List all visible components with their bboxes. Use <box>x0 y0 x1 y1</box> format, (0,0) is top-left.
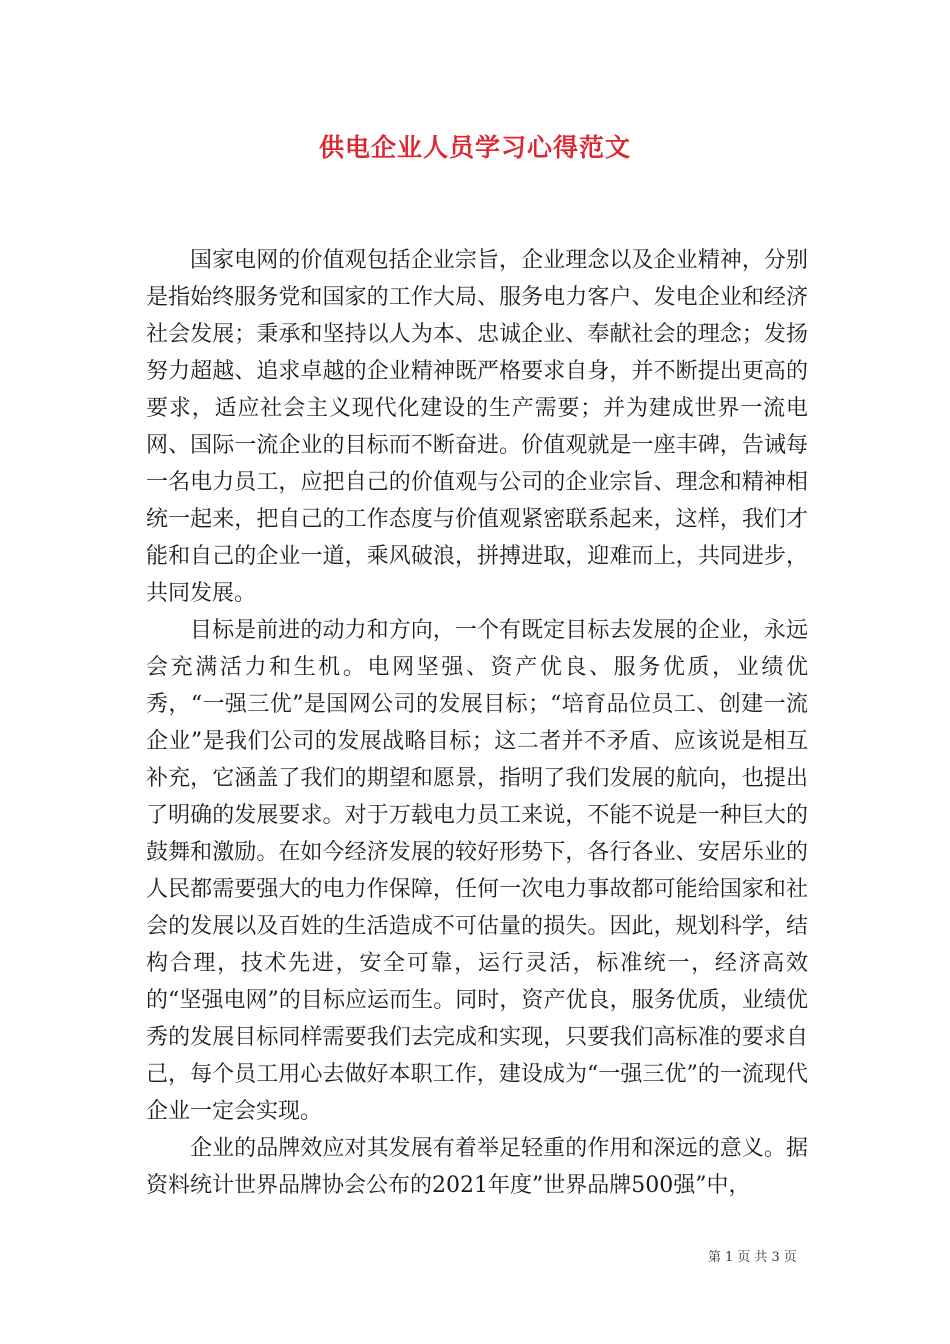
paragraph-goals: 目标是前进的动力和方向，一个有既定目标去发展的企业，永远会充满活力和生机。电网坚强、资产优良、服务优质，业绩优秀，“一强三优”是国网公司的发展目标；“培育品位员工、创建一流企业”是我们公司的发展战略目标；这二者并不矛盾、应该说是相互补充，它涵盖了我们的期望和愿景，指明了我们发展的航向，也提出了明确的发展要求。对于万载电力员工来说，不能不说是一种巨大的鼓舞和激励。在如今经济发展的较好形势下，各行各业、安居乐业的人民都需要强大的电力作保障，任何一次电力事故都可能给国家和社会的发展以及百姓的生活造成不可估量的损失。因此，规划科学，结构合理，技术先进，安全可靠，运行灵活，标准统一，经济高效的“坚强电网”的目标应运而生。同时，资产优良，服务优质，业绩优秀的发展目标同样需要我们去完成和实现，只要我们高标准的要求自己，每个员工用心去做好本职工作，建设成为“一强三优”的一流现代企业一定会实现。 <box>146 618 808 1124</box>
footer-prefix: 第 <box>708 1250 722 1265</box>
page-footer <box>706 1246 799 1265</box>
footer-suffix: 页 <box>783 1250 797 1265</box>
paragraph-values: 国家电网的价值观包括企业宗旨，企业理念以及企业精神，分别是指始终服务党和国家的工作大局、服务电力客户、发电企业和经济社会发展；秉承和坚持以人为本、忠诚企业、奉献社会的理念；发扬努力超越、追求卓越的企业精神既严格要求自身，并不断提出更高的要求，适应社会主义现代化建设的生产需要；并为建成世界一流电网、国际一流企业的目标而不断奋进。价值观就是一座丰碑，告诫每一名电力员工，应把自己的价值观与公司的企业宗旨、理念和精神相统一起来，把自己的工作态度与价值观紧密联系起来，这样，我们才能和自己的企业一道，乘风破浪，拼搏进取，迎难而上，共同进步，共同发展。 <box>146 248 808 606</box>
document-title: 供电企业人员学习心得范文 <box>318 133 631 162</box>
footer-total-pages: 3 <box>771 1250 780 1265</box>
footer-current-page: 1 <box>725 1250 734 1265</box>
footer-middle: 页 共 <box>737 1250 768 1265</box>
paragraph-brand: 企业的品牌效应对其发展有着举足轻重的作用和深远的意义。据资料统计世界品牌协会公布的2021年度”世界品牌500强”中， <box>146 1136 808 1198</box>
document-body <box>146 242 808 1204</box>
